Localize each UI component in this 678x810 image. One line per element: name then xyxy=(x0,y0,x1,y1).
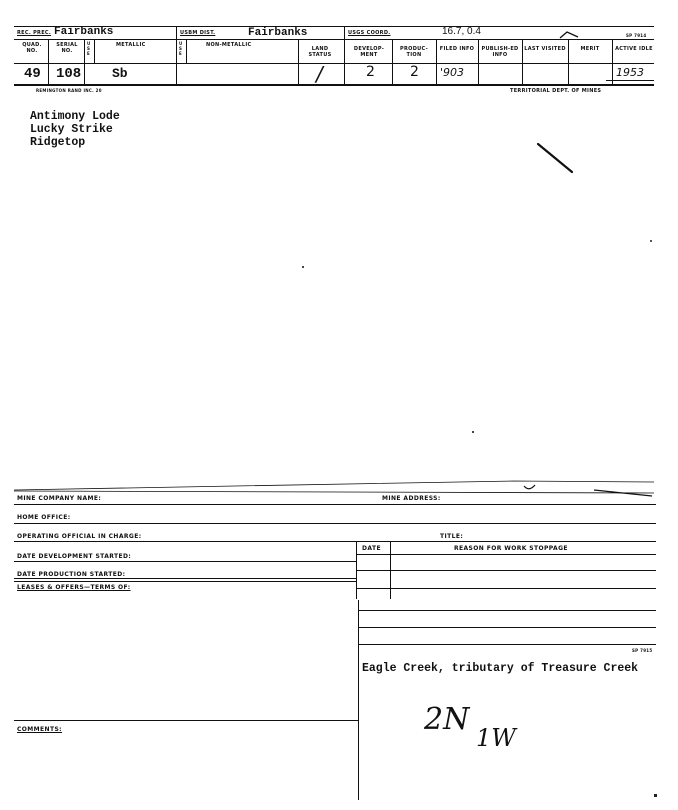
published-info-header: PUBLISH-ED INFO xyxy=(481,46,519,58)
last-visited-header: LAST VISITED xyxy=(524,46,566,52)
speck xyxy=(302,266,304,268)
form-number-top: SP 7914 xyxy=(626,33,647,38)
stoppage-date-header: DATE xyxy=(362,545,381,552)
quad-no-value: 49 xyxy=(24,66,41,82)
home-office-label: HOME OFFICE: xyxy=(17,514,71,521)
speck xyxy=(472,431,474,433)
production-header: PRODUC-TION xyxy=(400,46,428,58)
leases-offers-label: LEASES & OFFERS—TERMS OF: xyxy=(17,584,131,591)
location-note: Eagle Creek, tributary of Treasure Creek xyxy=(362,662,639,675)
form-number-bottom: SP 7915 xyxy=(632,648,653,653)
handwritten-grid-line2: 1W xyxy=(476,724,516,752)
operating-official-label: OPERATING OFFICIAL IN CHARGE: xyxy=(17,533,142,540)
header-bottom-rule xyxy=(14,84,654,86)
development-header: DEVELOP-MENT xyxy=(353,46,385,58)
serial-no-value: 108 xyxy=(56,66,82,82)
land-status-header: LAND STATUS xyxy=(308,46,332,58)
stoppage-reason-header: REASON FOR WORK STOPPAGE xyxy=(454,545,568,552)
date-development-label: DATE DEVELOPMENT STARTED: xyxy=(17,553,132,560)
mine-company-name-label: MINE COMPANY NAME: xyxy=(17,495,102,502)
usgs-coord-value: 16.7, 0.4 xyxy=(442,26,481,37)
usbm-dist-label: USBM DIST. xyxy=(180,30,216,36)
usbm-dist-value: Fairbanks xyxy=(248,27,308,39)
non-metallic-header: NON-METALLIC xyxy=(206,42,252,48)
mine-address-label: MINE ADDRESS: xyxy=(382,495,441,502)
mine-names-list xyxy=(30,110,120,149)
metallic-header: METALLIC xyxy=(116,42,146,48)
development-value: 2 xyxy=(366,64,375,80)
speck xyxy=(654,794,657,797)
filed-info-header: FILED INFO xyxy=(439,46,475,52)
rec-prec-value: Fairbanks xyxy=(54,26,114,38)
speck xyxy=(650,240,652,242)
small-check-icon xyxy=(522,484,538,494)
header-values-rule xyxy=(14,63,654,64)
mine-name-3: Ridgetop xyxy=(30,136,86,149)
quad-no-header: QUAD. NO. xyxy=(22,42,42,54)
use-header-non-metallic: U S E xyxy=(179,41,183,56)
active-idle-value: 1953 xyxy=(616,66,644,79)
mine-name-2: Lucky Strike xyxy=(30,123,113,136)
handwritten-grid-line1: 2N xyxy=(424,702,470,737)
merit-header: MERIT xyxy=(580,46,600,52)
bottom-form-top-rule xyxy=(14,476,656,500)
check-mark-icon xyxy=(558,28,580,40)
land-status-value: / xyxy=(316,62,323,86)
serial-no-header: SERIAL NO. xyxy=(56,42,78,54)
active-idle-header: ACTIVE IDLE xyxy=(615,46,653,52)
printer-note: REMINGTON RAND INC. 20 xyxy=(36,88,102,93)
metallic-value: Sb xyxy=(112,66,128,81)
use-header-metallic: U S E xyxy=(87,41,91,56)
mine-name-1: Antimony Lode xyxy=(30,110,120,123)
production-value: 2 xyxy=(410,64,419,80)
title-label: TITLE: xyxy=(440,533,464,540)
pencil-stroke-mark xyxy=(536,142,576,176)
date-production-label: DATE PRODUCTION STARTED: xyxy=(17,571,126,578)
comments-label: COMMENTS: xyxy=(17,726,62,733)
rec-prec-label: REC. PREC. xyxy=(17,30,52,36)
usgs-coord-label: USGS COORD. xyxy=(348,30,391,36)
territorial-dept-label: TERRITORIAL DEPT. OF MINES xyxy=(510,88,602,94)
filed-info-value: '903 xyxy=(440,66,465,79)
